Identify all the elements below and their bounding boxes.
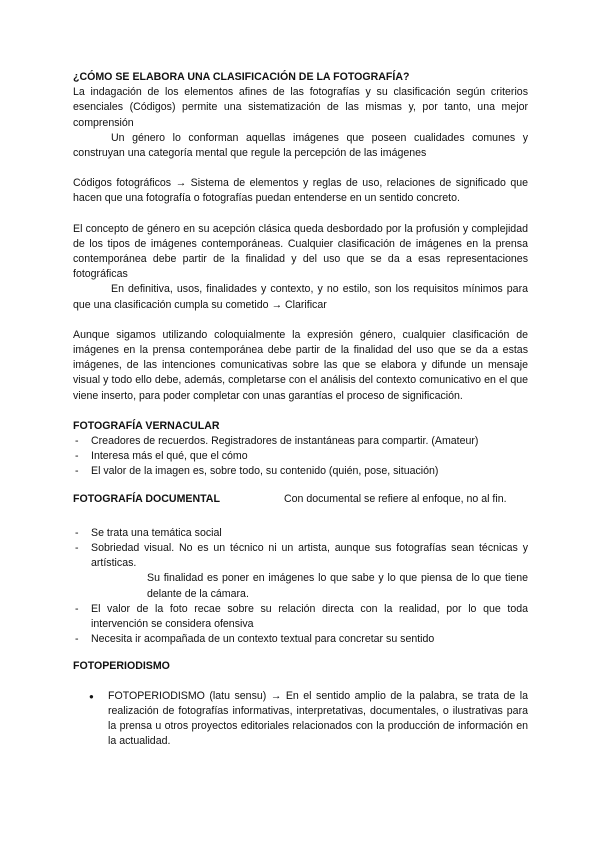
documental-header-row: [73, 492, 528, 507]
paragraph: Un género lo conforman aquellas imágenes que poseen cualidades comunes y construyan una categoría mental que regule la percepción de las imágenes: [73, 131, 528, 160]
vernacular-list: [73, 434, 528, 480]
section-heading-fotoperiodismo: FOTOPERIODISMO: [73, 659, 170, 672]
list-item: - El valor de la foto recae sobre su relación directa con la realidad, por lo que toda intervención se considera ofensiva: [73, 602, 528, 632]
documental-note: Con documental se refiere al enfoque, no al fin.: [283, 492, 507, 505]
document-page: [73, 70, 528, 750]
section-heading-documental: FOTOGRAFÍA DOCUMENTAL: [73, 492, 220, 505]
list-item: - Creadores de recuerdos. Registradores de instantáneas para compartir. (Amateur): [73, 434, 528, 449]
documental-list: [73, 526, 528, 572]
list-item: - El valor de la imagen es, sobre todo, su contenido (quién, pose, situación): [73, 464, 528, 479]
list-item: ● FOTOPERIODISMO (latu sensu) → En el sentido amplio de la palabra, se trata de la realización de fotografías informativas, interpretativas, documentales, o ilustrativas para la prensa u otros proyectos editoriales relacionados con la producción de información en la actualidad.: [89, 689, 528, 750]
paragraph: Aunque sigamos utilizando coloquialmente la expresión género, cualquier clasificación de imágenes en la prensa contemporánea debe partir de la finalidad del uso que se da a estas imágenes, de las intenciones comunicativas sobre las que se elabora y difunde un mensaje visual y todo ello debe, además, completarse con el análisis del contexto comunicativo en el que viene inserto, para poder completar con unas garantías el proceso de significación.: [73, 328, 528, 402]
list-item: - Sobriedad visual. No es un técnico ni un artista, aunque sus fotografías sean técnicas y artísticas.: [73, 541, 528, 571]
paragraph: Códigos fotográficos → Sistema de elementos y reglas de uso, relaciones de significado que hacen que una fotografía o fotografías puedan entenderse en un sentido concreto.: [73, 177, 528, 205]
list-item: - Necesita ir acompañada de un contexto textual para concretar su sentido: [73, 632, 528, 647]
documental-subnote: Su finalidad es poner en imágenes lo que sabe y lo que piensa de lo que tiene delante de la cámara.: [147, 572, 528, 600]
fotoperiodismo-list: [73, 689, 528, 750]
page-title: ¿CÓMO SE ELABORA UNA CLASIFICACIÓN DE LA FOTOGRAFÍA?: [73, 71, 410, 83]
paragraph: En definitiva, usos, finalidades y contexto, y no estilo, son los requisitos mínimos para que una clasificación cumpla su cometido → Clarificar: [73, 283, 528, 311]
paragraph: La indagación de los elementos afines de las fotografías y su clasificación según criterios esenciales (Códigos) permite una sistematización de las mismas y, por tanto, una mejor comprensión: [73, 86, 528, 129]
list-item: - Interesa más el qué, que el cómo: [73, 449, 528, 464]
documental-list-continued: [73, 602, 528, 648]
list-item: - Se trata una temática social: [73, 526, 528, 541]
paragraph: El concepto de género en su acepción clásica queda desbordado por la profusión y complejidad de los tipos de imágenes contemporáneas. Cualquier clasificación de imágenes en la prensa contemporánea debe partir de la finalidad y del uso que se da a esas representaciones fotográficas: [73, 222, 528, 281]
section-heading-vernacular: FOTOGRAFÍA VERNACULAR: [73, 419, 220, 432]
